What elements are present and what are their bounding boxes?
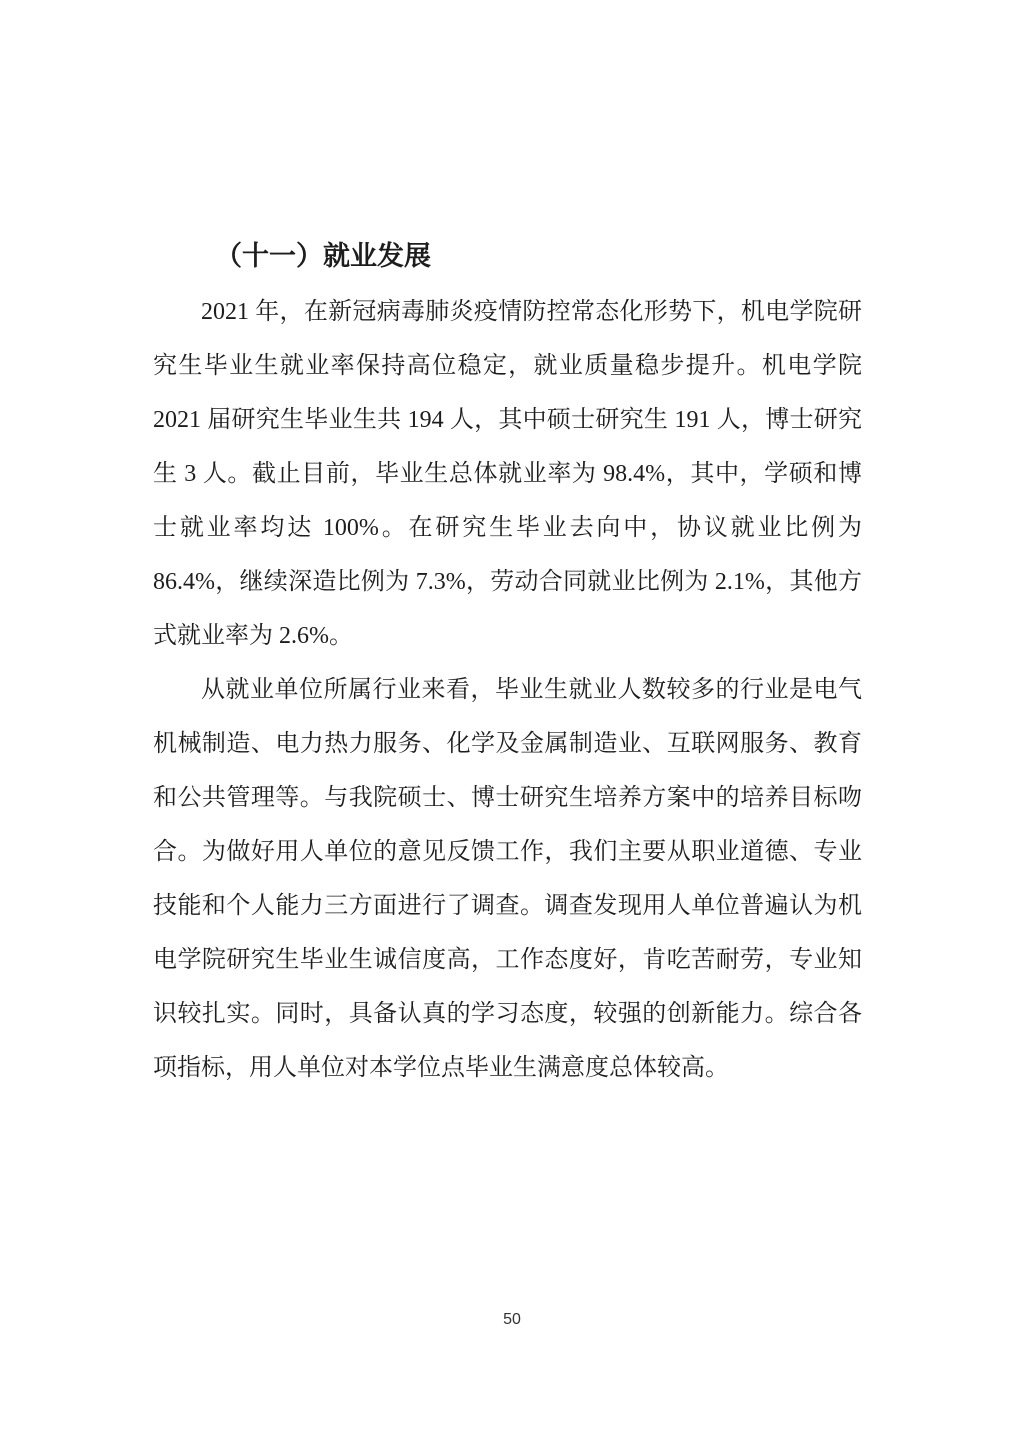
paragraph — [153, 285, 862, 663]
page-number: 50 — [503, 1311, 521, 1328]
text-line: 技能和个人能力三方面进行了调查。调查发现用人单位普遍认为机 — [153, 893, 862, 919]
text-line: 项指标，用人单位对本学位点毕业生满意度总体较高。 — [153, 1055, 729, 1081]
body-paragraphs — [153, 285, 862, 1095]
text-line: 生 3 人。截止目前，毕业生总体就业率为 98.4%，其中，学硕和博 — [153, 461, 862, 487]
text-line: 和公共管理等。与我院硕士、博士研究生培养方案中的培养目标吻 — [153, 785, 862, 811]
text-line: 识较扎实。同时，具备认真的学习态度，较强的创新能力。综合各 — [153, 1001, 862, 1027]
text-line: 2021 年，在新冠病毒肺炎疫情防控常态化形势下，机电学院研 — [201, 299, 862, 325]
text-line: 究生毕业生就业率保持高位稳定，就业质量稳步提升。机电学院 — [153, 353, 862, 379]
text-line: 士就业率均达 100%。在研究生毕业去向中，协议就业比例为 — [153, 515, 862, 541]
text-line: 电学院研究生毕业生诚信度高，工作态度好，肯吃苦耐劳，专业知 — [153, 947, 862, 973]
text-line: 2021 届研究生毕业生共 194 人，其中硕士研究生 191 人，博士研究 — [153, 407, 862, 433]
text-line: 机械制造、电力热力服务、化学及金属制造业、互联网服务、教育 — [153, 731, 862, 757]
paragraph — [153, 663, 862, 1095]
text-line: 式就业率为 2.6%。 — [153, 623, 353, 649]
text-line: 86.4%，继续深造比例为 7.3%，劳动合同就业比例为 2.1%，其他方 — [153, 569, 862, 595]
text-line: 合。为做好用人单位的意见反馈工作，我们主要从职业道德、专业 — [153, 839, 862, 865]
text-line: 从就业单位所属行业来看，毕业生就业人数较多的行业是电气 — [201, 677, 862, 703]
page-content — [153, 228, 862, 1095]
section-heading: （十一）就业发展 — [215, 241, 431, 271]
